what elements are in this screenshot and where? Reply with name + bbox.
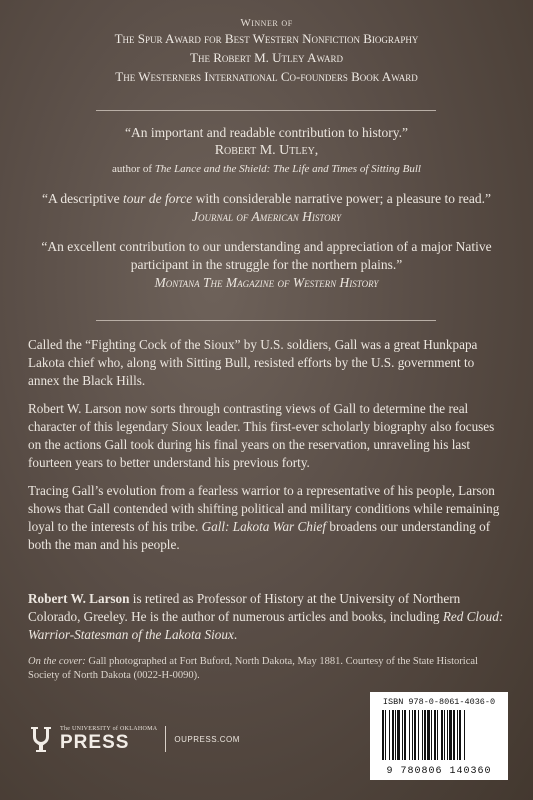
review-jah [28, 190, 505, 226]
bio-book-title: Red Cloud: Warrior-Statesman of the Lakota Sioux [28, 609, 504, 642]
award-item: The Robert M. Utley Award [190, 50, 343, 65]
author-bio [28, 590, 506, 644]
reviews-section [28, 124, 505, 304]
bio-text: is retired as Professor of History at the University of Northern Colorado, Greeley. He is the author of numerous articles and books, including [28, 591, 461, 624]
press-small-text: The UNIVERSITY of OKLAHOMA [60, 725, 158, 732]
cover-credit [28, 655, 506, 683]
review-quote: “An excellent contribution to our understanding and appreciation of a major Native participant in the struggle for the northern plains.” [41, 239, 492, 272]
awards-heading: Winner of [240, 17, 293, 29]
author-name: Robert W. Larson [28, 591, 130, 606]
press-wordmark [60, 726, 157, 753]
quote-emphasis: tour de force [123, 191, 193, 206]
isbn-label: ISBN 978-0-8061-4036-0 [382, 697, 496, 707]
review-quote [28, 190, 505, 208]
paragraph-part: broadens our understanding of both the man and his people. [28, 519, 491, 552]
divider [96, 110, 436, 111]
description-paragraph: Called the “Fighting Cock of the Sioux” by U.S. soldiers, Gall was a great Hunkpapa Lakota chief who, along with Sitting Bull, resisted efforts by the U.S. government to annex the Black Hills. [28, 337, 478, 388]
quote-part: with considerable narrative power; a pleasure to read.” [192, 191, 491, 206]
book-title: Gall: Lakota War Chief [201, 519, 327, 534]
book-description [28, 336, 506, 564]
awards-section [0, 17, 533, 86]
quote-part: “A descriptive [42, 191, 123, 206]
review-quote: “An important and readable contribution to history.” [125, 125, 408, 140]
review-utley [28, 124, 505, 178]
paragraph-part: Tracing Gall’s evolution from a fearless warrior to a representative of his people, Larson shows that Gall contended with shifting political and military conditions while remaining loyal to the interests of his tribe. [28, 483, 500, 534]
review-montana [28, 238, 505, 292]
press-name: PRESS [60, 731, 130, 753]
barcode-number: 9 780806 140360 [386, 766, 492, 777]
cover-credit-text: Gall photographed at Fort Buford, North Dakota, May 1881. Courtesy of the State Historical Society of North Dakota (0022-H-0090). [28, 656, 478, 681]
description-paragraph: Robert W. Larson now sorts through contrasting views of Gall to determine the real character of this legendary Sioux leader. This first-ever scholarly biography also focuses on the actions Gall took during his final years on the reservation, unraveling his last fourteen years to better understand his previous forty. [28, 401, 495, 470]
review-source: Montana The Magazine of Western History [154, 275, 379, 290]
award-item: The Westerners International Co-founders Book Award [115, 69, 418, 84]
award-item: The Spur Award for Best Western Nonfiction Biography [114, 31, 419, 46]
ou-logo-icon [28, 724, 54, 754]
review-author: Robert M. Utley, [214, 143, 319, 158]
review-attribution [28, 160, 505, 178]
cover-credit-label: On the cover: [28, 656, 86, 667]
attribution-title: The Lance and the Shield: The Life and Times of Sitting Bull [154, 163, 421, 175]
logo-divider [165, 726, 166, 752]
attribution-prefix: author of [112, 163, 155, 175]
divider [96, 320, 436, 321]
publisher-logo [28, 722, 240, 756]
publisher-url: OUPRESS.COM [174, 734, 240, 744]
barcode-icon [382, 710, 496, 760]
bio-end: . [233, 627, 238, 642]
barcode-box [370, 692, 508, 780]
description-paragraph [28, 482, 506, 554]
review-source: Journal of American History [191, 209, 342, 224]
